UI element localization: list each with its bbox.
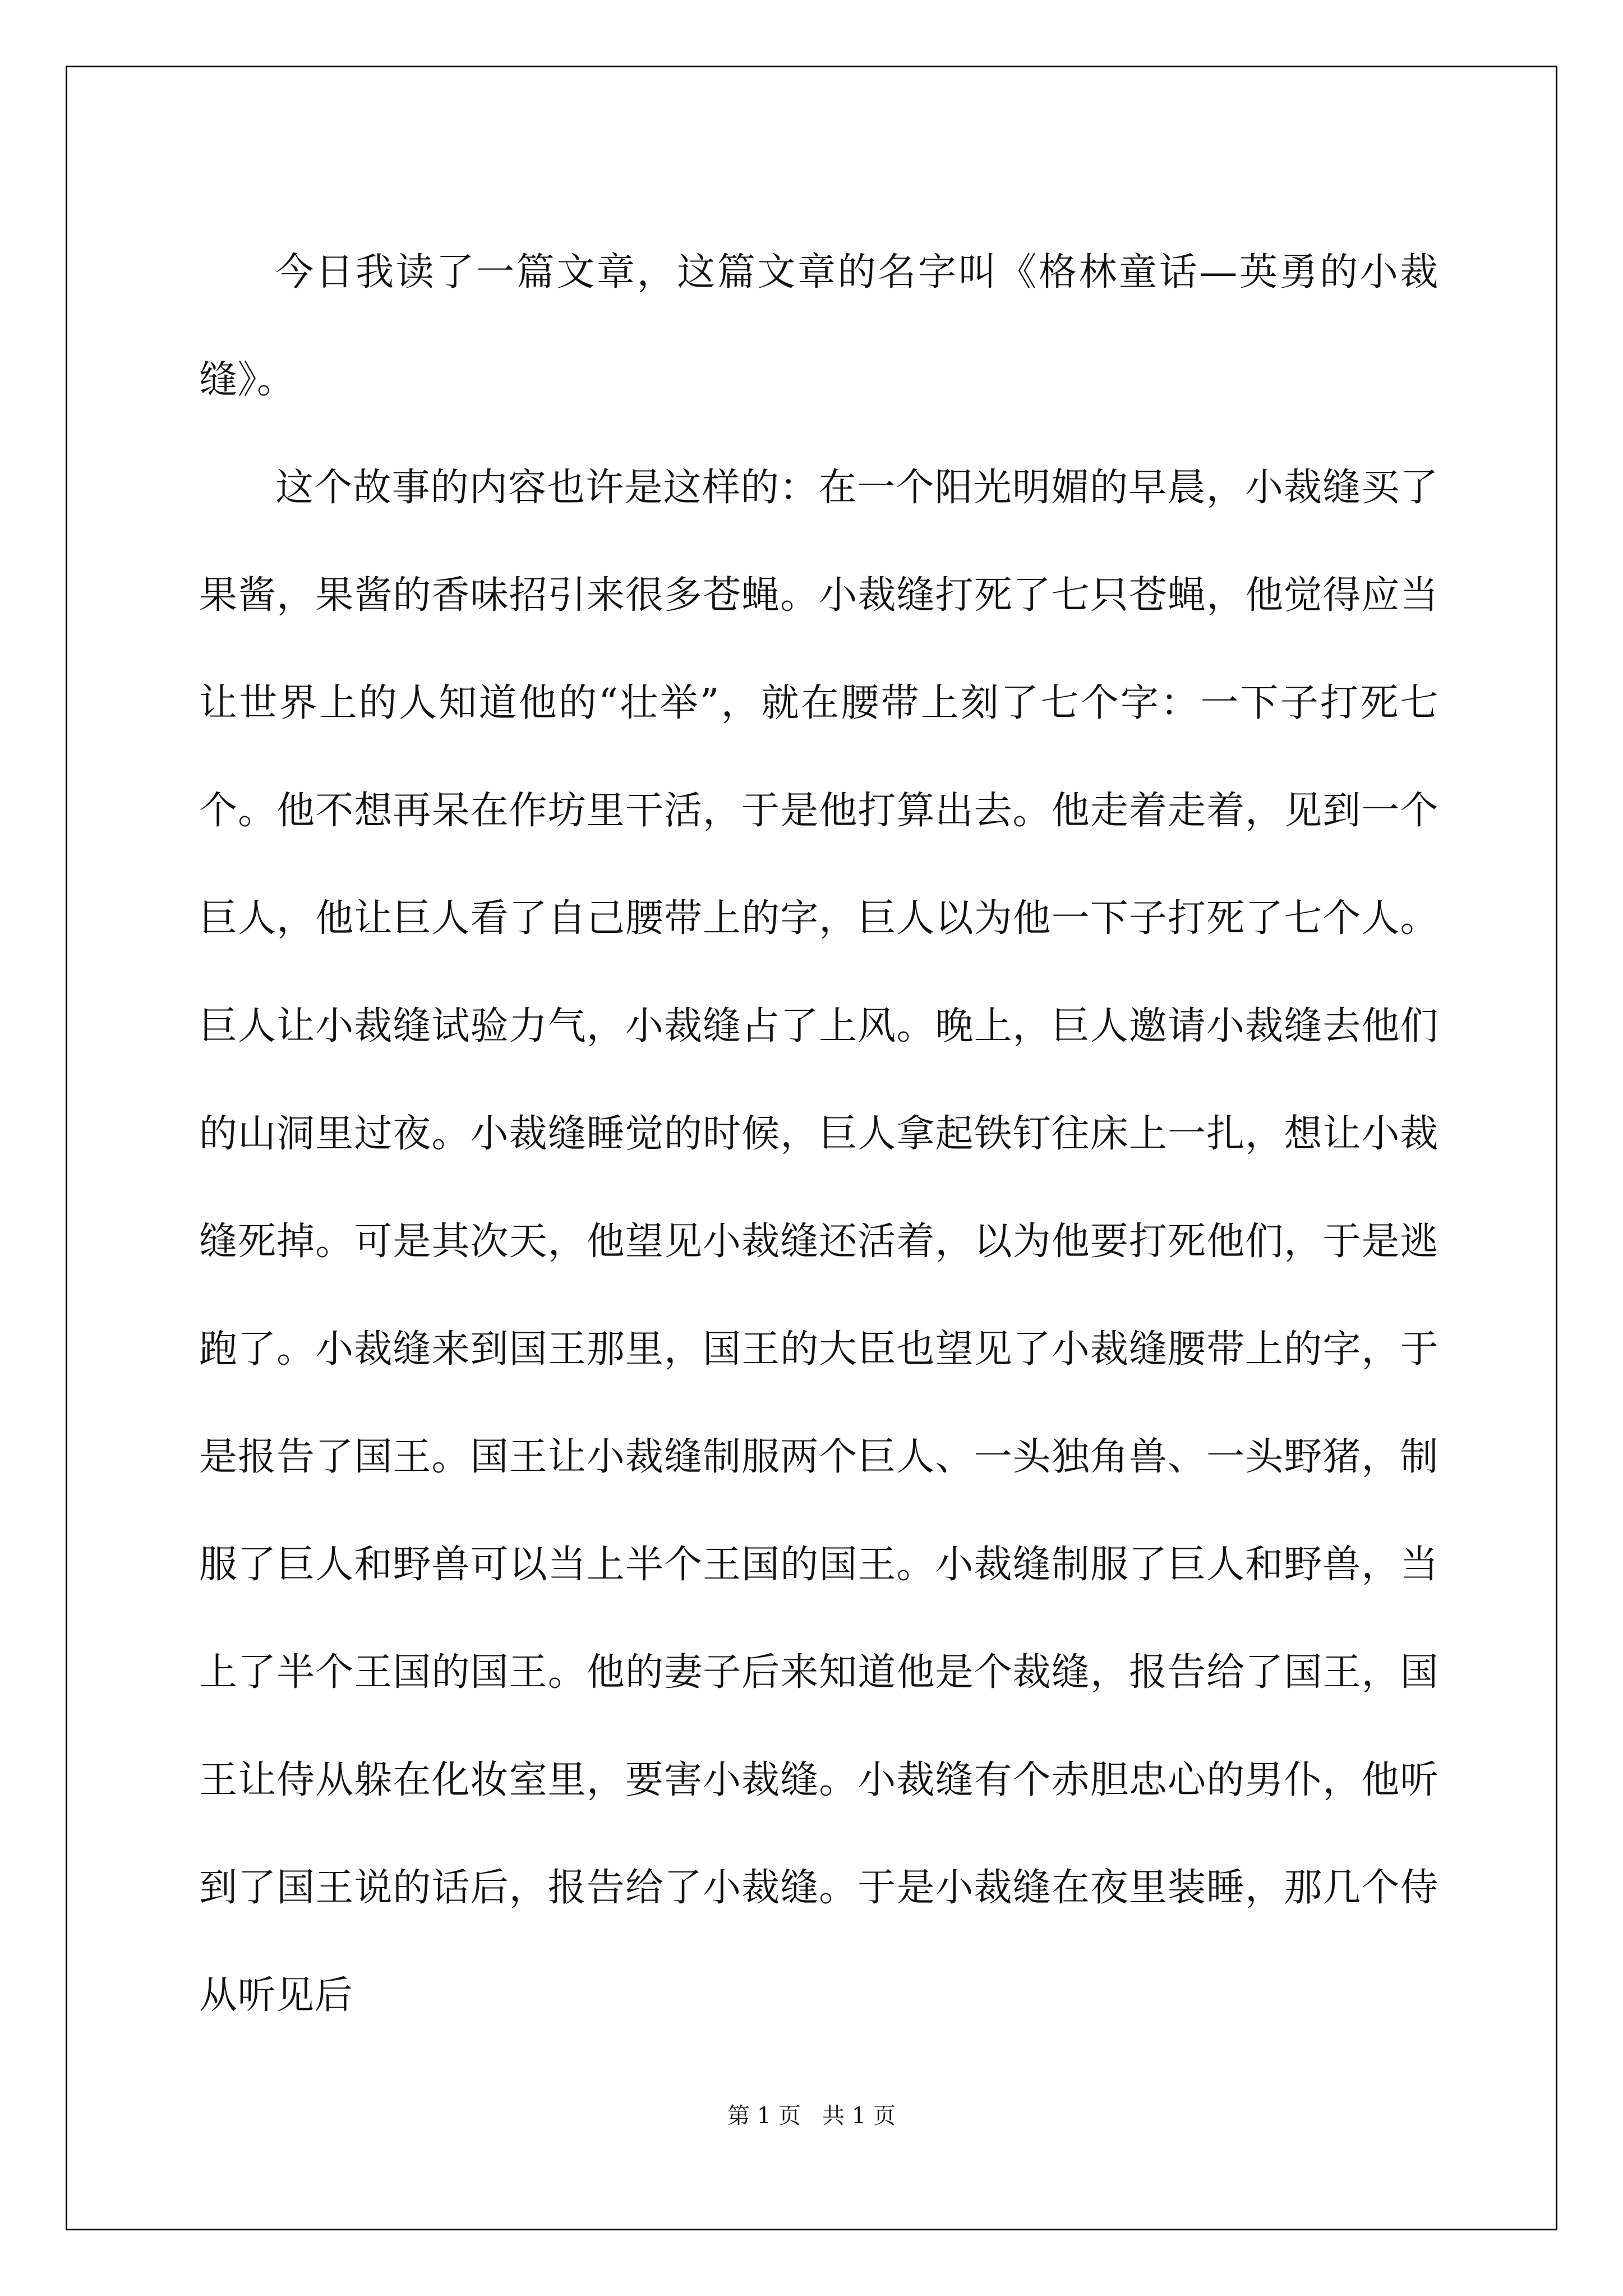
page-footer: 第 1 页 共 1 页	[727, 2103, 896, 2129]
paragraph-story: 这个故事的内容也许是这样的：在一个阳光明媚的早晨，小裁缝买了果酱，果酱的香味招引来很多苍蝇。小裁缝打死了七只苍蝇，他觉得应当让世界上的人知道他的“壮举”，就在腰带上刻了七个字：一下子打死七个。他不想再呆在作坊里干活，于是他打算出去。他走着走着，见到一个巨人，他让巨人看了自己腰带上的字，巨人以为他一下子打死了七个人。巨人让小裁缝试验力气，小裁缝占了上风。晚上，巨人邀请小裁缝去他们的山洞里过夜。小裁缝睡觉的时候，巨人拿起铁钉往床上一扎，想让小裁缝死掉。可是其次天，他望见小裁缝还活着，以为他要打死他们，于是逃跑了。小裁缝来到国王那里，国王的大臣也望见了小裁缝腰带上的字，于是报告了国王。国王让小裁缝制服两个巨人、一头独角兽、一头野猪，制服了巨人和野兽可以当上半个王国的国王。小裁缝制服了巨人和野兽，当上了半个王国的国王。他的妻子后来知道他是个裁缝，报告给了国王，国王让侍从躲在化妆室里，要害小裁缝。小裁缝有个赤胆忠心的男仆，他听到了国王说的话后，报告给了小裁缝。于是小裁缝在夜里装睡，那几个侍从听见后	[199, 466, 1438, 2018]
paragraph-intro: 今日我读了一篇文章，这篇文章的名字叫《格林童话—英勇的小裁缝》。	[199, 250, 1438, 402]
document-body	[199, 219, 1438, 2050]
